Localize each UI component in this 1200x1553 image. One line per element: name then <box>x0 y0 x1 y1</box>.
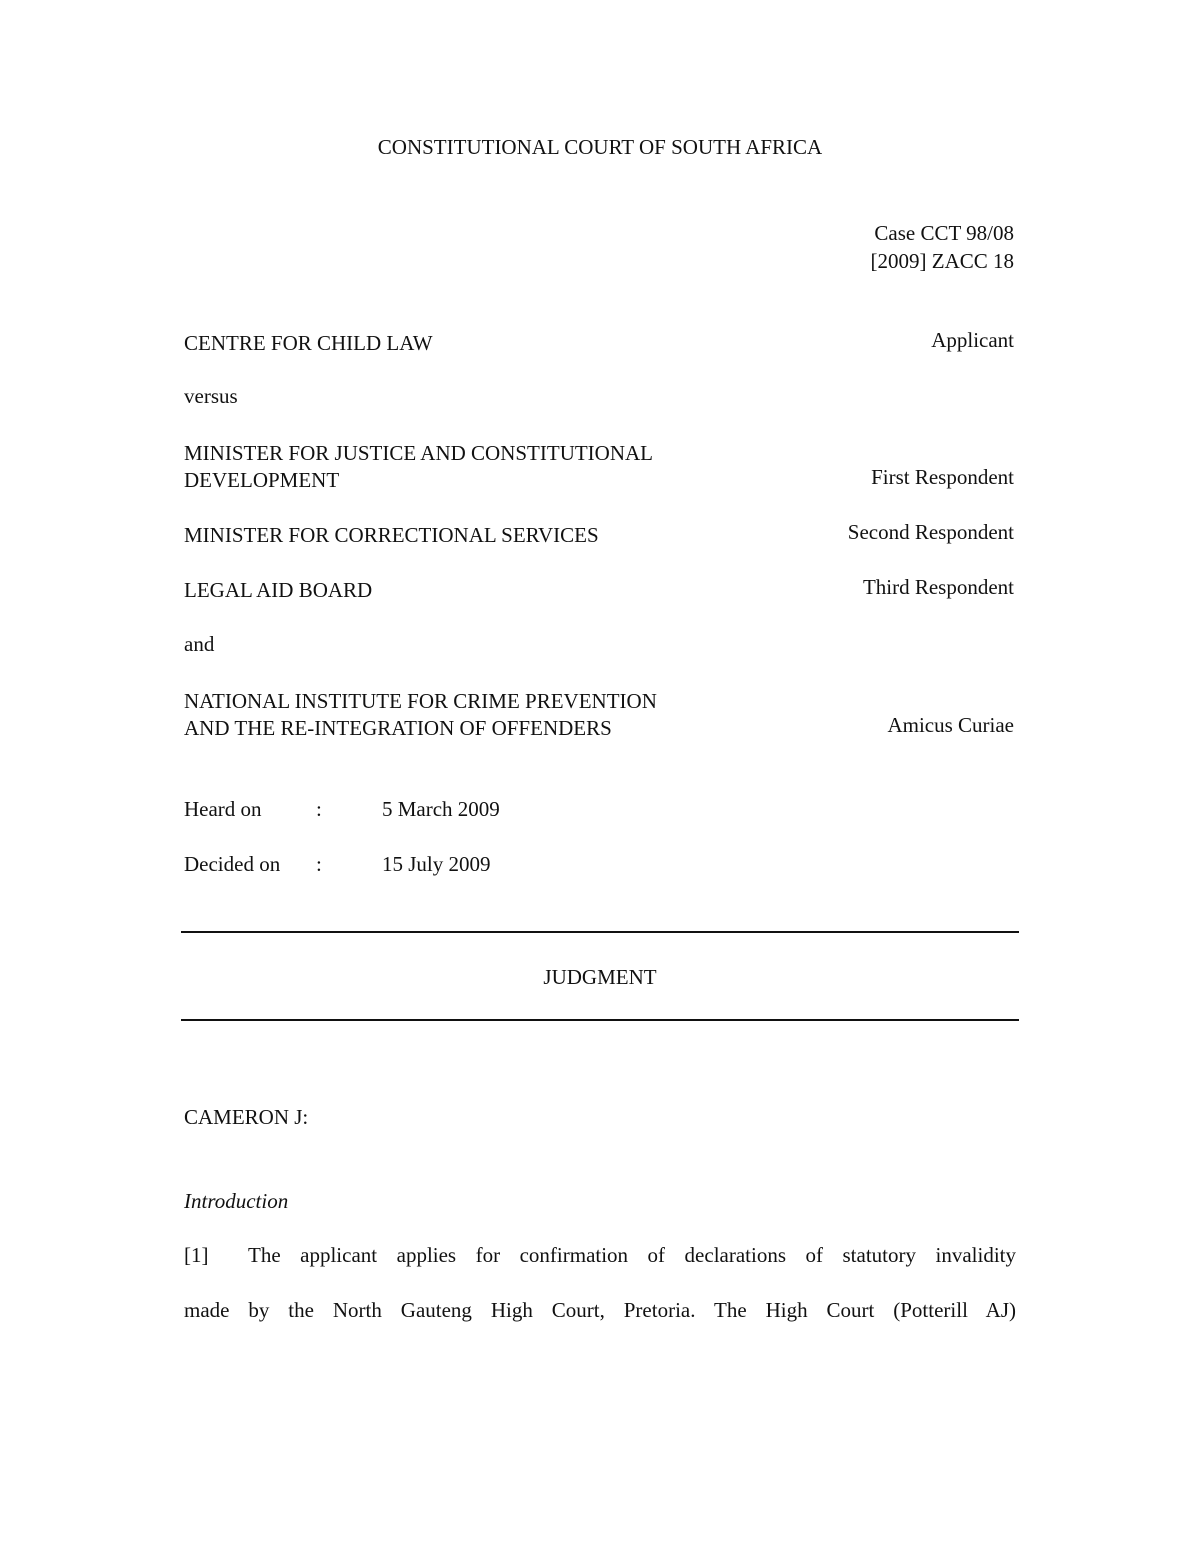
citation: [2009] ZACC 18 <box>870 249 1014 273</box>
paragraph-line <box>184 1245 1016 1266</box>
paragraph-text: made by the North Gauteng High Court, Pretoria. The High Court (Potterill AJ) <box>184 1298 1016 1322</box>
divider-bottom <box>181 1019 1019 1021</box>
decided-on-label: Decided on <box>184 852 281 876</box>
party-second-respondent-role: Second Respondent <box>847 520 1014 544</box>
party-amicus-name-line1: NATIONAL INSTITUTE FOR CRIME PREVENTION <box>184 689 657 713</box>
versus-label: versus <box>184 384 238 408</box>
and-label: and <box>184 632 215 656</box>
judgment-heading: JUDGMENT <box>543 965 657 989</box>
heard-on-date: 5 March 2009 <box>382 797 500 821</box>
paragraph-text: The applicant applies for confirmation of declarations of statutory invalidity <box>248 1243 1016 1267</box>
decided-on-separator: : <box>316 852 322 876</box>
divider-top <box>181 931 1019 933</box>
section-heading: Introduction <box>184 1189 289 1213</box>
party-first-respondent-role: First Respondent <box>871 465 1014 489</box>
party-applicant-role: Applicant <box>931 328 1014 352</box>
paragraph-number: [1] <box>184 1243 209 1267</box>
judge-author: CAMERON J: <box>184 1105 309 1129</box>
party-first-respondent-name-line1: MINISTER FOR JUSTICE AND CONSTITUTIONAL <box>184 441 654 465</box>
party-applicant-name: CENTRE FOR CHILD LAW <box>184 331 433 355</box>
decided-on-date: 15 July 2009 <box>382 852 491 876</box>
heard-on-separator: : <box>316 797 322 821</box>
heard-on-label: Heard on <box>184 797 262 821</box>
party-third-respondent-role: Third Respondent <box>862 575 1014 599</box>
party-second-respondent-name: MINISTER FOR CORRECTIONAL SERVICES <box>184 523 599 547</box>
case-number: Case CCT 98/08 <box>874 221 1014 245</box>
court-title: CONSTITUTIONAL COURT OF SOUTH AFRICA <box>377 135 823 159</box>
party-first-respondent-name-line2: DEVELOPMENT <box>184 468 340 492</box>
party-amicus-role: Amicus Curiae <box>887 713 1014 737</box>
party-amicus-name-line2: AND THE RE-INTEGRATION OF OFFENDERS <box>184 716 612 740</box>
party-third-respondent-name: LEGAL AID BOARD <box>184 578 373 602</box>
paragraph-line <box>184 1300 1016 1321</box>
